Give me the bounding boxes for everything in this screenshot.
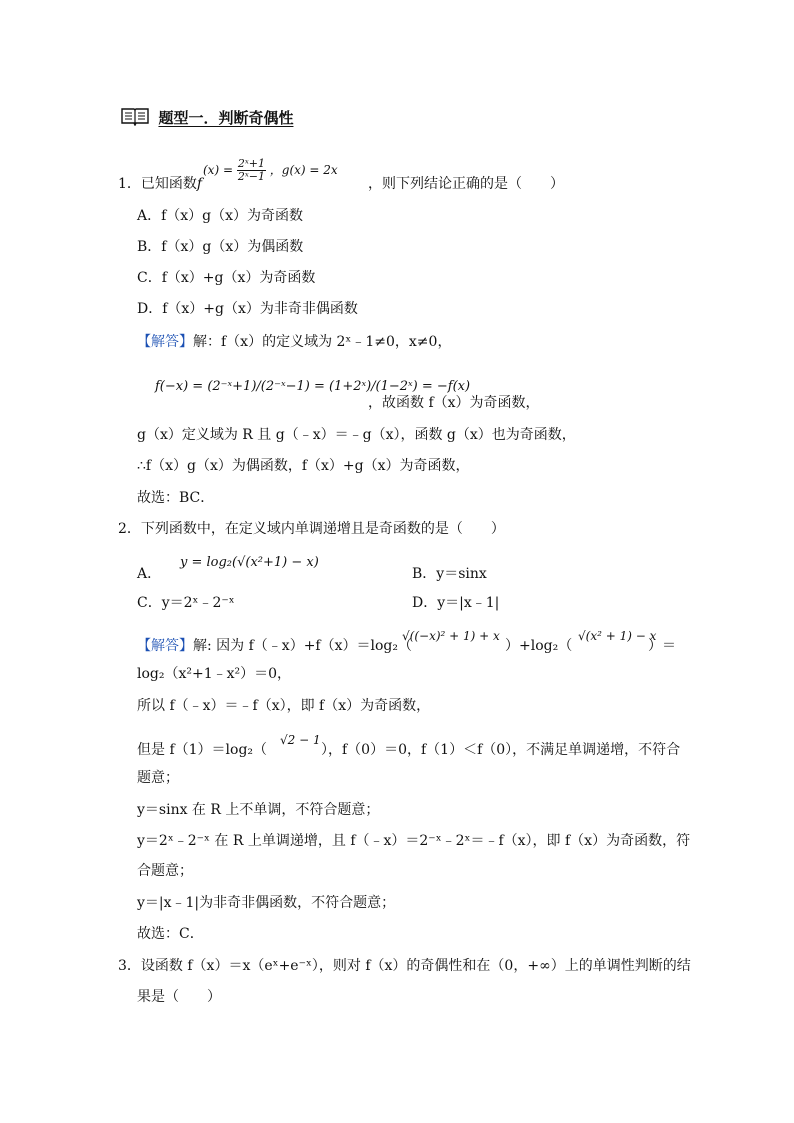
q2-sol-root3: √2 − 1 — [280, 733, 321, 747]
q1-option-a[interactable]: A．f（x）g（x）为奇函数 — [137, 208, 304, 224]
q2-option-b[interactable]: B．y＝sinx — [412, 566, 487, 582]
q1-solution-line4: ∴f（x）g（x）为偶函数，f（x）+g（x）为奇函数， — [137, 458, 470, 474]
q1-g-formula: ，g(x) = 2x — [269, 163, 338, 177]
q1-sol-line1-text: 解：f（x）的定义域为 2ˣ﹣1≠0，x≠0， — [193, 334, 452, 350]
q1-stem-prefix: 已知函数 — [140, 176, 197, 192]
q2-sol-line4a: 但是 f（1）＝log₂（ — [137, 742, 268, 758]
q2-number: 2． — [118, 521, 141, 537]
q1-answer-tag: 【解答】 — [137, 334, 193, 350]
q1-option-b[interactable]: B．f（x）g（x）为偶函数 — [137, 239, 304, 255]
q2-solution-line2: log₂（x²+1﹣x²）＝0， — [137, 666, 292, 682]
q2-solution-line10: 故选：C． — [137, 926, 204, 942]
q2-stem-text: 下列函数中，在定义域内单调递增且是奇函数的是（ ） — [140, 521, 505, 537]
q2-solution-line7: y＝2ˣ﹣2⁻ˣ 在 R 上单调递增，且 f（﹣x）＝2⁻ˣ﹣2ˣ＝﹣f（x），即 f（x）为奇函数，符 — [137, 833, 691, 849]
q2-solution-line4 — [137, 741, 267, 759]
q2-sol-line4b: ），f（0）＝0，f（1）＜f（0），不满足单调递增，不符合 — [321, 742, 681, 758]
q1-option-c[interactable]: C．f（x）+g（x）为奇函数 — [137, 270, 316, 286]
q2-sol-line1b: ）+log₂（ — [505, 638, 573, 654]
q1-fraction — [237, 158, 266, 183]
open-book-icon — [120, 106, 150, 131]
q2-option-a-formula: y = log₂(√(x²+1) − x) — [180, 555, 319, 570]
q2-solution-line8: 合题意； — [137, 863, 193, 879]
q2-solution-line1 — [137, 637, 412, 655]
q2-solution-line9: y＝|x﹣1|为非奇非偶函数，不符合题意； — [137, 895, 396, 911]
q1-solution-line1 — [137, 333, 451, 351]
q1-solution-line2: ，故函数 f（x）为奇函数， — [368, 395, 540, 411]
q1-solution-formula: f(−x) = (2⁻ˣ+1)/(2⁻ˣ−1) = (1+2ˣ)/(1−2ˣ) = −f(x) — [155, 379, 471, 394]
q3-number: 3． — [118, 958, 141, 974]
q3-line1-text: 设函数 f（x）＝x（eˣ+e⁻ˣ），则对 f（x）的奇偶性和在（0，+∞）上的单调性判断的结 — [140, 958, 691, 974]
q1-solution-line5: 故选：BC． — [137, 490, 215, 506]
q1-number: 1． — [118, 176, 141, 192]
q3-stem-line2: 果是（ ） — [137, 989, 221, 1005]
section-title: 题型一．判断奇偶性 — [158, 109, 294, 127]
q2-sol-line1c: ）＝ — [648, 638, 676, 654]
q1-option-d[interactable]: D．f（x）+g（x）为非奇非偶函数 — [137, 301, 358, 317]
q1-formula-top — [203, 158, 338, 183]
q1-solution-line3: g（x）定义域为 R 且 g（﹣x）＝﹣g（x），函数 g（x）也为奇函数， — [137, 427, 576, 443]
q2-option-c[interactable]: C．y＝2ˣ﹣2⁻ˣ — [137, 595, 235, 611]
q2-solution-line5: 题意； — [137, 770, 179, 786]
q2-solution-line6: y＝sinx 在 R 上不单调，不符合题意； — [137, 802, 380, 818]
q1-frac-num: 2ˣ+1 — [237, 157, 265, 170]
q1-frac-den: 2ˣ−1 — [237, 170, 265, 183]
q2-answer-tag: 【解答】 — [137, 638, 193, 654]
q1-stem-suffix: ，则下列结论正确的是（ ） — [368, 176, 564, 192]
section-header — [120, 106, 293, 128]
q2-stem — [118, 520, 505, 538]
q2-sol-line1a: 解: 因为 f（﹣x）+f（x）＝log₂（ — [193, 638, 412, 654]
q2-sol-root1: √((−x)² + 1) + x — [402, 629, 500, 643]
q2-solution-line3: 所以 f（﹣x）＝﹣f（x），即 f（x）为奇函数， — [137, 698, 431, 714]
q1-stem — [118, 175, 202, 193]
q2-option-d[interactable]: D．y＝|x﹣1| — [412, 595, 500, 611]
q3-stem-line1 — [118, 957, 691, 975]
q1-f-formula: (x) = — [203, 163, 237, 177]
q2-sol-root2: √(x² + 1) − x — [578, 629, 657, 643]
q1-f-label: f — [196, 176, 203, 192]
q2-option-a[interactable]: A． — [137, 566, 162, 582]
